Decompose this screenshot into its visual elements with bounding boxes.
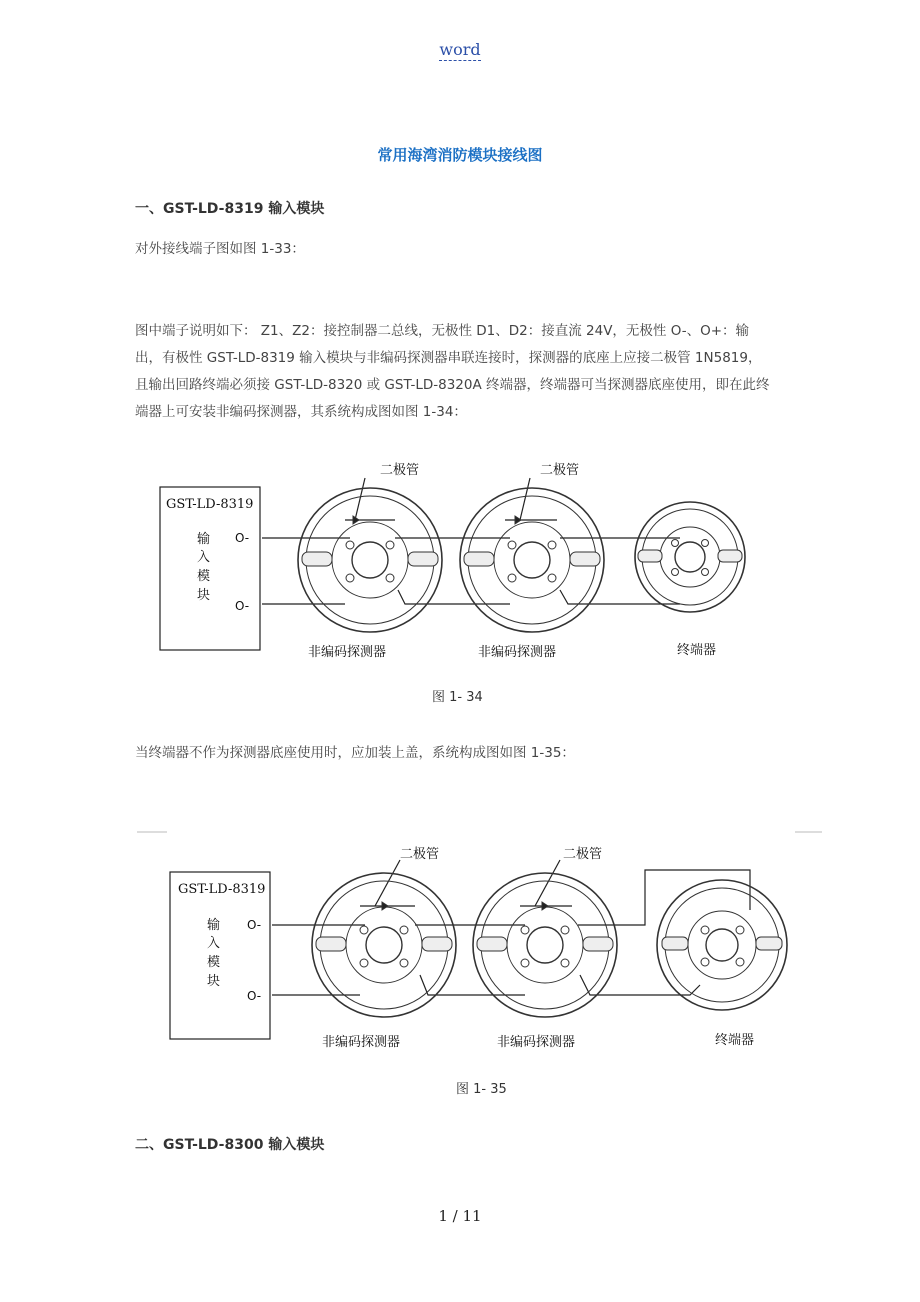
terminal-label-top: O- — [247, 918, 262, 932]
figure-caption-1-35: 图 1- 35 — [456, 1082, 507, 1097]
device-label: 非编码探测器 — [478, 645, 557, 660]
module-char: 输 — [197, 532, 211, 547]
device-label: 终端器 — [715, 1033, 755, 1048]
device-label: 终端器 — [677, 643, 717, 658]
module-char: 模 — [197, 569, 211, 584]
module-char: 输 — [207, 918, 221, 933]
diode-label: 二极管 — [563, 847, 603, 862]
diode-label: 二极管 — [380, 463, 420, 478]
figure-caption-1-34: 图 1- 34 — [432, 690, 483, 705]
module-char: 块 — [197, 588, 211, 603]
terminal-label-bottom: O- — [247, 989, 262, 1003]
paragraph-line: 图中端子说明如下： Z1、Z2：接控制器二总线，无极性 D1、D2：接直流 24V，无极性 O-、O+：输 — [135, 323, 750, 339]
diode-label: 二极管 — [400, 847, 440, 862]
paragraph-line: 端器上可安装非编码探测器，其系统构成图如图 1-34： — [135, 404, 467, 420]
module-model-label: GST-LD-8319 — [178, 882, 266, 897]
header-word-link[interactable]: word — [439, 40, 481, 59]
detector-1 — [312, 873, 456, 1017]
terminal-label-bottom: O- — [235, 599, 250, 613]
module-model-label: GST-LD-8319 — [166, 497, 254, 512]
module-char: 入 — [207, 936, 221, 951]
paragraph-line: 且输出回路终端必须接 GST-LD-8320 或 GST-LD-8320A 终端器，终端器可当探测器底座使用，即在此终 — [135, 377, 770, 393]
diode-label: 二极管 — [540, 463, 580, 478]
device-label: 非编码探测器 — [308, 645, 387, 660]
paragraph-terminator-cover: 当终端器不作为探测器底座使用时，应加装上盖，系统构成图如图 1-35： — [135, 745, 575, 761]
terminator — [657, 880, 787, 1010]
paragraph-intro: 对外接线端子图如图 1-33： — [135, 241, 305, 257]
module-char: 模 — [207, 955, 221, 970]
detector-2 — [473, 873, 617, 1017]
device-label: 非编码探测器 — [497, 1035, 576, 1050]
device-label: 非编码探测器 — [322, 1035, 401, 1050]
paragraph-line: 出，有极性 GST-LD-8319 输入模块与非编码探测器串联连接时，探测器的底座上应接二极管 1N5819， — [135, 350, 762, 366]
page-number: 1 / 11 — [438, 1207, 482, 1225]
page-title: 常用海湾消防模块接线图 — [377, 146, 543, 164]
section-heading-1: 一、GST-LD-8319 输入模块 — [135, 201, 325, 217]
section-heading-2: 二、GST-LD-8300 输入模块 — [135, 1137, 325, 1153]
module-char: 块 — [207, 974, 221, 989]
module-char: 入 — [197, 550, 211, 565]
terminal-label-top: O- — [235, 531, 250, 545]
